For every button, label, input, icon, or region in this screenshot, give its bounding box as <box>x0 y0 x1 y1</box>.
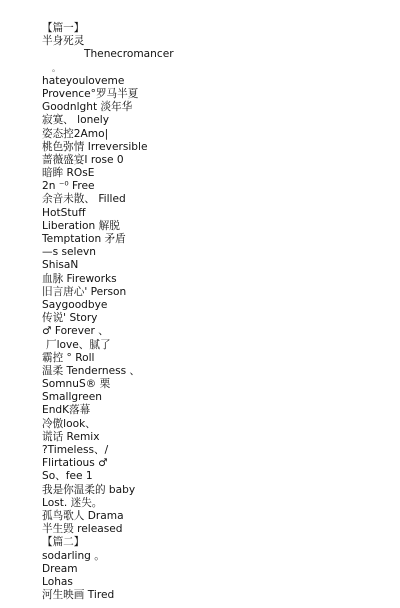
text-line: 姿态控2Amo| <box>42 127 109 140</box>
text-line: hateyouloveme <box>42 74 125 87</box>
text-line: 血脉 Fireworks <box>42 272 117 285</box>
text-line: 孤鸟歌人 Drama <box>42 509 124 522</box>
text-line: 霸控 ° Roll <box>42 351 95 364</box>
text-line: Liberation 解脱 <box>42 219 120 232</box>
text-line: Saygoodbye <box>42 298 108 311</box>
text-line: Smallgreen <box>42 391 103 404</box>
text-line: 寂寞、 lonely <box>42 114 110 127</box>
text-line: Lost. 迷失。 <box>42 496 103 509</box>
text-line: HotStuff <box>42 206 86 219</box>
text-line: SomnuS® 栗 <box>42 378 111 391</box>
text-line: 2n ⁻⁰ Free <box>42 180 95 193</box>
section-heading: 【篇二】 <box>42 536 85 549</box>
section-heading: 【篇一】 <box>42 22 85 34</box>
text-line: Goodnlght 淡年华 <box>42 101 133 114</box>
text-line: Provence°罗马半夏 <box>42 87 139 100</box>
text-line: Temptation 矛盾 <box>42 233 126 245</box>
text-line: 传说' Story <box>42 312 98 325</box>
text-line: 旧言唐心' Person <box>42 285 127 298</box>
text-line: 河生映画 Tired <box>42 589 115 602</box>
document-content <box>42 22 382 602</box>
text-line: 桃色弥情 Irreversible <box>42 140 148 153</box>
text-line: 谎话 Remix <box>42 430 100 443</box>
text-line: ShisaN <box>42 259 79 272</box>
text-line: 半身死灵 <box>42 35 85 48</box>
text-line: Thenecromancer <box>84 48 174 61</box>
text-line: 温柔 Tenderness 、 <box>42 364 141 377</box>
text-line: Flirtatious ♂ <box>42 457 108 470</box>
text-line: ?Timeless、/ <box>42 444 109 456</box>
text-line: ♂ Forever 、 <box>42 325 109 338</box>
text-line: 。 <box>52 63 60 73</box>
text-line: 冷傲look、 <box>42 417 96 430</box>
text-line: Dream <box>42 562 78 575</box>
text-line: 厂love、腻了 <box>46 338 111 351</box>
text-line: 暗眸 ROsE <box>42 167 95 180</box>
text-line: sodarling 。 <box>42 549 105 562</box>
text-line: 半生毁 released <box>42 523 123 536</box>
text-line: EndK落幕 <box>42 404 91 417</box>
text-line: So、fee 1 <box>42 470 93 483</box>
text-line: 余音未散、 Filled <box>42 193 126 206</box>
text-line: 蔷薇盛宴I rose 0 <box>42 153 124 166</box>
text-line: Lohas <box>42 575 73 588</box>
text-line: —s selevn <box>42 246 96 259</box>
text-line: 我是你温柔的 baby <box>42 483 136 496</box>
